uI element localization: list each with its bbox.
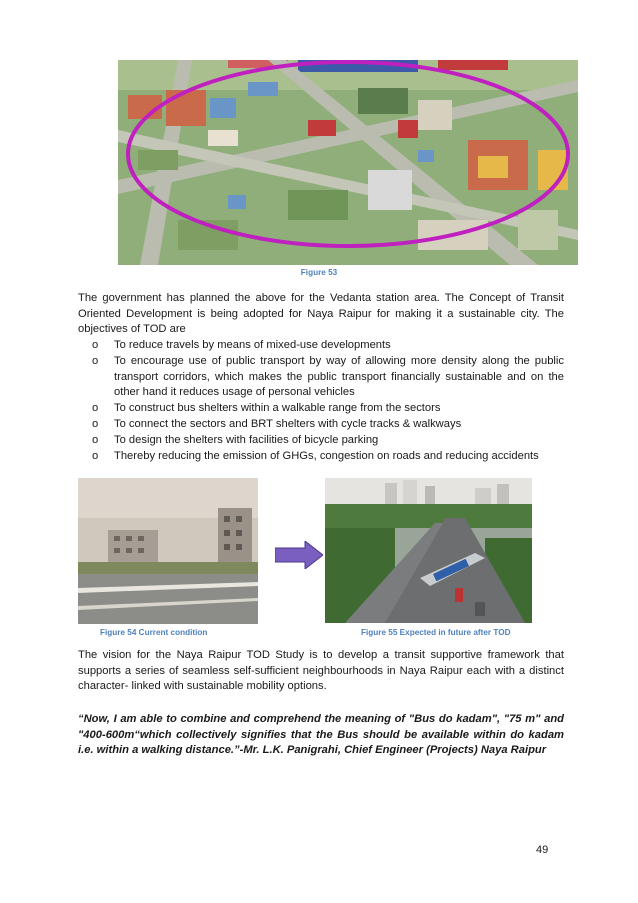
figure-53-aerial-plan-image [118,60,578,265]
list-item: o To design the shelters with facilities of bicycle parking [78,433,564,449]
bullet-marker: o [92,418,99,431]
bullet-marker: o [92,450,99,463]
bullet-marker: o [92,402,99,415]
paragraph-tod-concept: The government has planned the above for the Vedanta station area. The Concept of Transit Oriented Development is being adopted for Naya Raipur for making it a sustainable city. The objectives of TOD are [78,292,564,335]
figure-55-caption: Figure 55 Expected in future after TOD [361,628,511,637]
quote-chief-engineer: “Now, I am able to combine and comprehend the meaning of "Bus do kadam", "75 m" and "400-600m“which collectively signifies that the Bus should be available within do kadam i.e. within a walking distance.”-Mr. L.K. Panigrahi, Chief Engineer (Projects) Naya Raipur [78,713,564,756]
figure-53-caption: Figure 53 [300,268,338,277]
bullet-marker: o [92,434,99,447]
figure-55-future-tod-photo [325,478,532,623]
arrow-right-icon [275,541,323,569]
list-item: o Thereby reducing the emission of GHGs, congestion on roads and reducing accidents [78,449,564,465]
bullet-marker: o [92,339,99,351]
list-item: o To connect the sectors and BRT shelters with cycle tracks & walkways [78,417,564,433]
tod-objectives-list [78,338,564,466]
paragraph-tod-vision: The vision for the Naya Raipur TOD Study is to develop a transit supportive framework that supports a series of seamless self-sufficient neighbourhoods in Naya Raipur each with a distinct character- linked with sustainable mobility options. [78,649,564,692]
figure-54-caption: Figure 54 Current condition [100,628,208,637]
page-number: 49 [536,844,549,856]
list-item: o To reduce travels by means of mixed-use developments [78,338,564,354]
bullet-marker: o [92,355,99,368]
list-item: o To encourage use of public transport by way of allowing more density along the public transport corridors, which makes the public transport financially sustainable and on the other hand it reduces usage of personal vehicles [92,355,564,399]
list-item: o To construct bus shelters within a walkable range from the sectors [78,401,564,417]
figure-54-current-condition-photo [78,478,258,624]
